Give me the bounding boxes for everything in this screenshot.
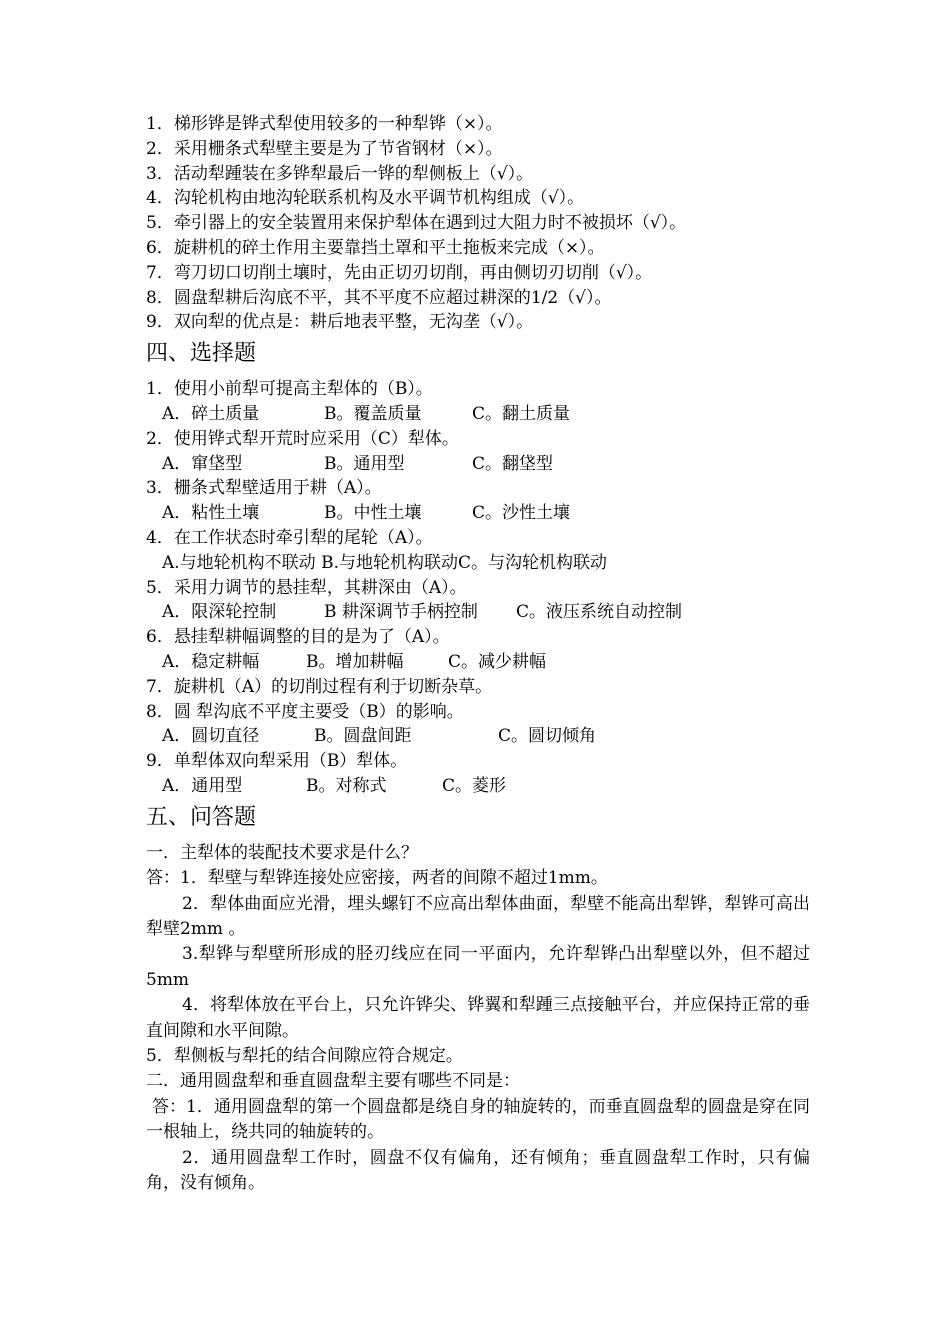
qa-question-2: 二．通用圆盘犁和垂直圆盘犁主要有哪些不同是： [146, 1071, 520, 1092]
qa-answer-1-point-4: 4．将犁体放在平台上，只允许铧尖、铧翼和犁踵三点接触平台，并应保持正常的垂直间隙和水平间隙。 [146, 995, 810, 1041]
qa-answer-2-point-2: 2．通用圆盘犁工作时，圆盘不仅有偏角，还有倾角；垂直圆盘犁工作时，只有偏角，没有倾角。 [146, 1147, 810, 1193]
choice-options-3 [146, 501, 810, 526]
option-a: A．稳定耕幅 [162, 651, 260, 672]
option-c: C。液压系统自动控制 [516, 602, 683, 623]
option-b: B。覆盖质量 [324, 403, 422, 424]
option-c: C。翻土质量 [472, 403, 571, 424]
option-c: C。圆切倾角 [498, 726, 597, 747]
choice-options-9 [146, 774, 810, 799]
qa-answer-2-point-1: 答：1．通用圆盘犁的第一个圆盘都是绕自身的轴旋转的，而垂直圆盘犁的圆盘是穿在同一根轴上，绕共同的轴旋转的。 [146, 1096, 810, 1143]
judgement-item-6: 6．旋耕机的碎土作用主要靠挡土罩和平土拖板来完成（×）。 [146, 237, 605, 258]
choice-question-9: 9．单犁体双向犁采用（B）犁体。 [146, 751, 408, 772]
choice-section [146, 377, 810, 799]
choice-options-6 [146, 650, 810, 675]
option-b: B 耕深调节手柄控制 [324, 602, 478, 623]
choice-options-8 [146, 724, 810, 749]
option-a: A．圆切直径 [162, 726, 260, 747]
choice-options-4 [146, 551, 810, 576]
option-c: C。菱形 [442, 775, 507, 796]
choice-question-2: 2．使用铧式犁开荒时应采用（C）犁体。 [146, 428, 459, 449]
option-a: A．碎土质量 [162, 403, 260, 424]
option-a: A．限深轮控制 [162, 602, 277, 623]
choice-question-1: 1．使用小前犁可提高主犁体的（B）。 [146, 379, 433, 400]
qa-question-1: 一．主犁体的装配技术要求是什么？ [146, 842, 418, 863]
choice-question-8: 8．圆 犁沟底不平度主要受（B）的影响。 [146, 701, 464, 722]
option-a: A．窜垡型 [162, 453, 243, 474]
choice-options-5 [146, 600, 810, 625]
options-full-line: A.与地轮机构不联动 B.与地轮机构联动C。与沟轮机构联动 [162, 552, 607, 573]
judgement-item-8: 8．圆盘犁耕后沟底不平，其不平度不应超过耕深的1/2（√）。 [146, 287, 612, 308]
qa-answer-1-point-1: 答：1．犁壁与犁铧连接处应密接，两者的间隙不超过1mm。 [146, 868, 608, 889]
choice-options-2 [146, 452, 810, 477]
judgement-item-5: 5．牵引器上的安全装置用来保护犁体在遇到过大阻力时不被损坏（√）。 [146, 213, 687, 234]
qa-answer-1-point-5: 5．犁侧板与犁托的结合间隙应符合规定。 [146, 1045, 463, 1066]
option-a: A．通用型 [162, 775, 243, 796]
option-b: B。中性土壤 [324, 503, 422, 524]
judgement-item-9: 9．双向犁的优点是：耕后地表平整，无沟垄（√）。 [146, 312, 534, 333]
choice-question-3: 3．栅条式犁壁适用于耕（A）。 [146, 478, 382, 499]
qa-answer-1-point-3: 3.犁铧与犁壁所形成的胫刃线应在同一平面内，允许犁铧凸出犁壁以外，但不超过5mm [146, 944, 810, 990]
choice-question-5: 5．采用力调节的悬挂犁，其耕深由（A）。 [146, 577, 467, 598]
option-c: C。翻垡型 [472, 453, 554, 474]
judgement-item-1: 1．梯形铧是铧式犁使用较多的一种犁铧（×）。 [146, 114, 503, 134]
option-b: B。圆盘间距 [314, 726, 412, 747]
qa-section [146, 841, 810, 1197]
choice-question-6: 6．悬挂犁耕幅调整的目的是为了（A）。 [146, 627, 450, 648]
judgement-item-2: 2．采用栅条式犁壁主要是为了节省钢材（×）。 [146, 138, 503, 159]
option-b: B。增加耕幅 [306, 651, 404, 672]
choice-question-7: 7．旋耕机（A）的切削过程有利于切断杂草。 [146, 676, 493, 697]
qa-section-heading: 五、问答题 [146, 804, 257, 830]
judgement-item-3: 3．活动犁踵装在多铧犁最后一铧的犁侧板上（√）。 [146, 163, 534, 184]
option-c: C。减少耕幅 [448, 651, 547, 672]
choice-options-1 [146, 402, 810, 427]
option-c: C。沙性土壤 [472, 503, 571, 524]
judgement-section [146, 112, 810, 335]
option-b: B。对称式 [306, 775, 387, 796]
choice-question-4: 4．在工作状态时牵引犁的尾轮（A）。 [146, 527, 433, 548]
option-b: B。通用型 [324, 453, 405, 474]
judgement-item-7: 7．弯刀切口切削土壤时，先由正切刃切削，再由侧切刃切削（√）。 [146, 262, 653, 283]
option-a: A．粘性土壤 [162, 503, 260, 524]
qa-answer-1-point-2: 2．犁体曲面应光滑，埋头螺钉不应高出犁体曲面，犁壁不能高出犁铧，犁铧可高出犁壁2mm 。 [146, 893, 810, 939]
choice-section-heading: 四、选择题 [146, 341, 257, 367]
judgement-item-4: 4．沟轮机构由地沟轮联系机构及水平调节机构组成（√）。 [146, 188, 585, 209]
